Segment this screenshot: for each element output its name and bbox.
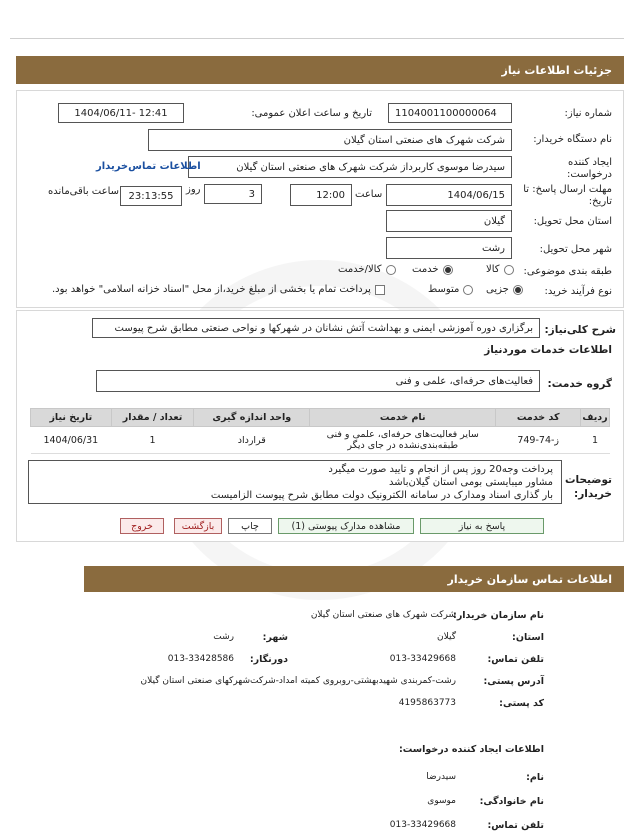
service-group-field: فعالیت‌های حرفه‌ای، علمی و فنی: [96, 370, 540, 392]
note-line: پرداخت وجه20 روز پس از انجام و تایید صورت میگیرد: [328, 464, 553, 475]
creator-field: سیدرضا موسوی کاربرداز شرکت شهرک های صنعتی استان گیلان: [188, 156, 512, 178]
contact-header: [84, 566, 624, 592]
province-c-label: استان:: [512, 632, 544, 643]
remaining-time-field: 23:13:55: [120, 186, 182, 206]
deadline-date-field: 1404/06/15: [386, 184, 512, 206]
city-c-value: رشت: [213, 632, 234, 642]
col-row: ردیف: [581, 409, 610, 427]
cell-unit: قرارداد: [194, 427, 310, 454]
announce-field: 1404/06/11- 12:41: [58, 103, 184, 123]
cell-qty: 1: [111, 427, 194, 454]
fax-label: دورنگار:: [249, 654, 288, 665]
province-label: استان محل تحویل:: [533, 216, 612, 227]
cell-code: ز-74-749: [496, 427, 581, 454]
view-attachments-button[interactable]: مشاهده مدارک پیوستی (1): [278, 518, 414, 534]
first-name-value: سیدرضا: [426, 772, 456, 782]
buyer-notes-label-1: توضیحات: [564, 474, 612, 486]
note-line: بار گذاری اسناد ومدارک در سامانه الکترونیک دولت مطابق شرح پیوست الزامیست: [210, 490, 553, 501]
deadline-time-label: ساعت: [355, 189, 383, 200]
cell-name-line2: طبقه‌بندی‌نشده در جای دیگر: [347, 440, 459, 451]
radio-service-selected[interactable]: [443, 265, 453, 275]
buyer-notes-box: [28, 460, 562, 504]
org-value: شرکت شهرک های صنعتی استان گیلان: [310, 610, 456, 620]
buyer-contact-link[interactable]: اطلاعات تماس‌خریدار: [96, 161, 201, 172]
need-number-label: شماره نیاز:: [564, 108, 612, 119]
postal-value: 4195863773: [398, 698, 456, 708]
col-unit: واحد اندازه گیری: [194, 409, 310, 427]
days-field: 3: [204, 184, 262, 204]
radio-goods[interactable]: [504, 265, 514, 275]
fax-value: 013-33428586: [167, 654, 234, 664]
col-name: نام خدمت: [310, 409, 496, 427]
treasury-checkbox[interactable]: [375, 285, 385, 295]
category-option-goods[interactable]: کالا: [486, 264, 514, 275]
treasury-payment-option[interactable]: پرداخت تمام یا بخشی از مبلغ خرید،از محل "اسناد خزانه اسلامی" خواهد بود.: [52, 284, 385, 295]
process-option-medium[interactable]: متوسط: [428, 284, 473, 295]
creator-label-1: ایجاد کننده: [568, 157, 612, 168]
col-code: کد خدمت: [496, 409, 581, 427]
category-option-service[interactable]: خدمت: [412, 264, 453, 275]
deadline-label-2: تاریخ:: [588, 196, 612, 207]
city-label: شهر محل تحویل:: [539, 244, 612, 255]
creator-phone-value: 013-33429668: [389, 820, 456, 830]
cell-row: 1: [581, 427, 610, 454]
buyer-notes-label-2: خریدار:: [574, 488, 612, 500]
deadline-label-1: مهلت ارسال پاسخ: تا: [523, 184, 612, 195]
need-number-field: 1104001100000064: [388, 103, 512, 123]
service-group-label: گروه خدمت:: [547, 378, 612, 390]
note-line: مشاور میبایستی بومی استان گیلان‌باشد: [389, 477, 553, 488]
print-button[interactable]: چاپ: [228, 518, 272, 534]
radio-minor-selected[interactable]: [513, 285, 523, 295]
first-name-label: نام:: [526, 772, 544, 783]
summary-label: شرح کلی‌نیاز:: [544, 324, 616, 336]
contact-title: اطلاعات تماس سازمان خریدار: [447, 572, 612, 586]
cell-date: 1404/06/31: [31, 427, 112, 454]
address-value: رشت-کمربندی شهیدبهشتی-روبروی کمیته امداد-شرکت‌شهرکهای صنعتی استان گیلان: [140, 676, 456, 686]
creator-info-heading: اطلاعات ایجاد کننده درخواست:: [398, 744, 544, 755]
last-name-value: موسوی: [427, 796, 456, 806]
category-label: طبقه بندی موضوعی:: [523, 266, 612, 277]
city-field: رشت: [386, 237, 512, 259]
announce-label: تاریخ و ساعت اعلان عمومی:: [251, 108, 372, 119]
top-divider: [10, 38, 624, 39]
province-c-value: گیلان: [437, 632, 456, 642]
days-label: روز: [186, 184, 201, 195]
city-c-label: شهر:: [262, 632, 288, 643]
phone-label: تلفن تماس:: [487, 654, 544, 665]
table-row: [31, 427, 610, 454]
exit-button[interactable]: خروج: [120, 518, 164, 534]
deadline-time-field: 12:00: [290, 184, 352, 206]
buyer-label: نام دستگاه خریدار:: [533, 134, 612, 145]
province-field: گیلان: [386, 210, 512, 232]
radio-medium[interactable]: [463, 285, 473, 295]
reply-button[interactable]: پاسخ به نیاز: [420, 518, 544, 534]
phone-value: 013-33429668: [389, 654, 456, 664]
col-qty: تعداد / مقدار: [111, 409, 194, 427]
process-label: نوع فرآیند خرید:: [544, 286, 612, 297]
summary-field: برگزاری دوره آموزشی ایمنی و بهداشت آتش نشانان در شهرکها و نواحی صنعتی مطابق شرح پیوست: [92, 318, 540, 338]
org-label: نام سازمان خریدار:: [453, 610, 544, 621]
radio-goods-service[interactable]: [386, 265, 396, 275]
remaining-label: ساعت باقی‌مانده: [48, 186, 120, 197]
address-label: آدرس پستی:: [483, 676, 544, 687]
services-table: [30, 408, 610, 454]
category-option-goods-service[interactable]: کالا/خدمت: [338, 264, 396, 275]
back-button[interactable]: بازگشت: [174, 518, 222, 534]
creator-label-2: درخواست:: [567, 169, 612, 180]
last-name-label: نام خانوادگی:: [479, 796, 544, 807]
cell-name-line1: سایر فعالیت‌های حرفه‌ای، علمی و فنی: [326, 429, 479, 440]
postal-label: کد پستی:: [499, 698, 544, 709]
process-option-minor[interactable]: جزیی: [486, 284, 523, 295]
page-header: [16, 56, 624, 84]
cell-name: [310, 427, 496, 454]
buyer-field: شرکت شهرک های صنعتی استان گیلان: [148, 129, 512, 151]
col-date: تاریخ نیاز: [31, 409, 112, 427]
creator-phone-label: تلفن تماس:: [487, 820, 544, 831]
page-title: جزئیات اطلاعات نیاز: [501, 63, 612, 77]
services-heading: اطلاعات خدمات موردنیاز: [484, 344, 612, 356]
table-header-row: [31, 409, 610, 427]
